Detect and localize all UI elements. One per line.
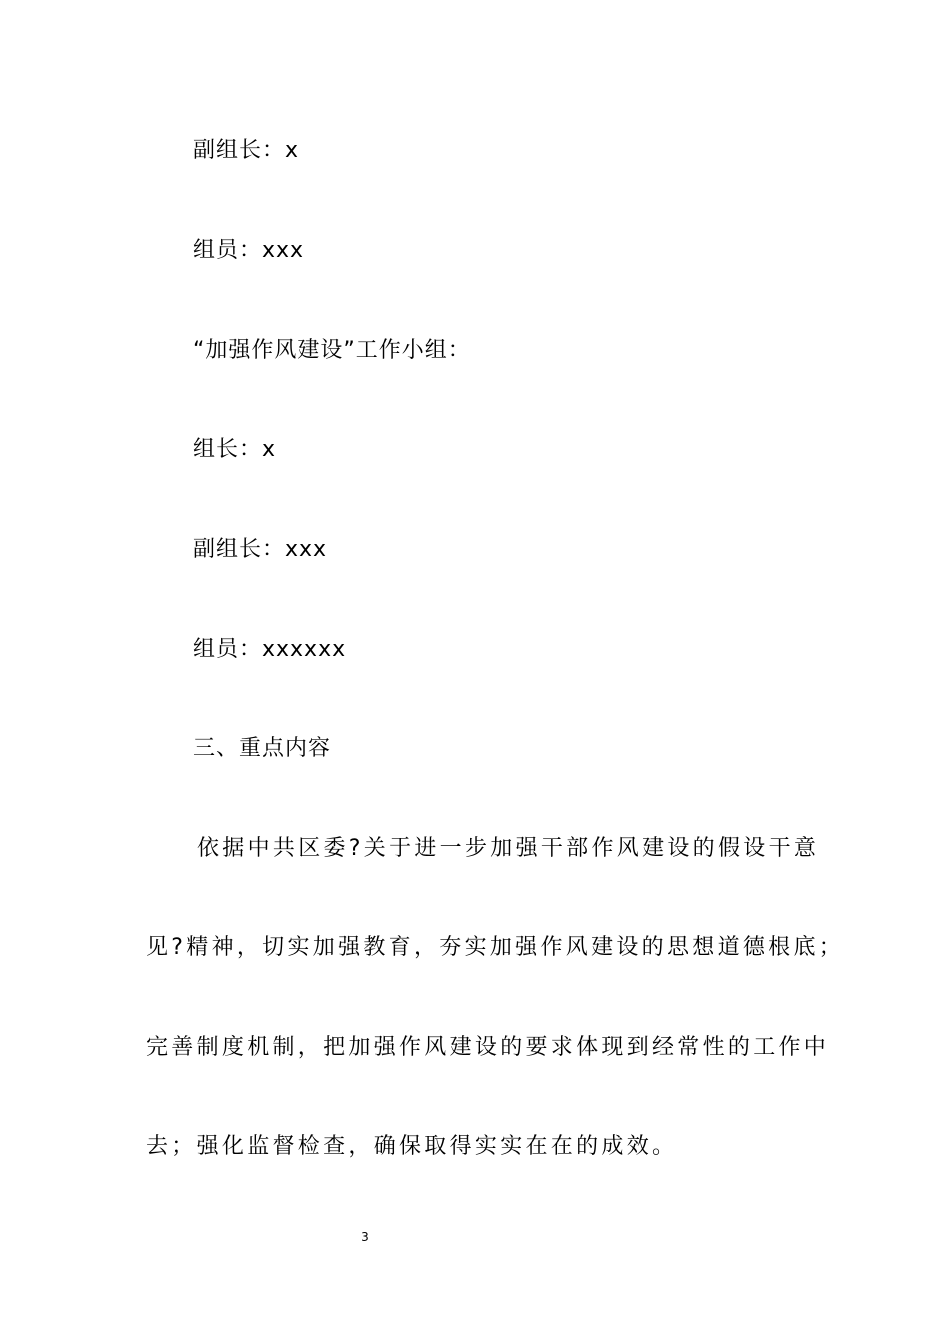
members-line: 组员：xxx	[193, 238, 305, 263]
page-number: 3	[361, 1230, 369, 1244]
section-heading: 三、重点内容	[193, 736, 332, 761]
deputy-leader-line-2: 副组长：xxx	[193, 537, 328, 562]
paragraph-line-1: 依据中共区委?关于进一步加强干部作风建设的假设干意	[197, 836, 820, 861]
work-group-title: “加强作风建设”工作小组：	[193, 338, 471, 363]
paragraph-line-3: 完善制度机制，把加强作风建设的要求体现到经常性的工作中	[146, 1035, 830, 1060]
members-line-2: 组员：xxxxxx	[193, 637, 347, 662]
deputy-leader-line: 副组长：x	[193, 138, 300, 163]
paragraph-line-2: 见?精神，切实加强教育，夯实加强作风建设的思想道德根底；	[146, 935, 845, 960]
paragraph-line-4: 去；强化监督检查，确保取得实实在在的成效。	[146, 1134, 678, 1159]
leader-line: 组长：x	[193, 437, 277, 462]
